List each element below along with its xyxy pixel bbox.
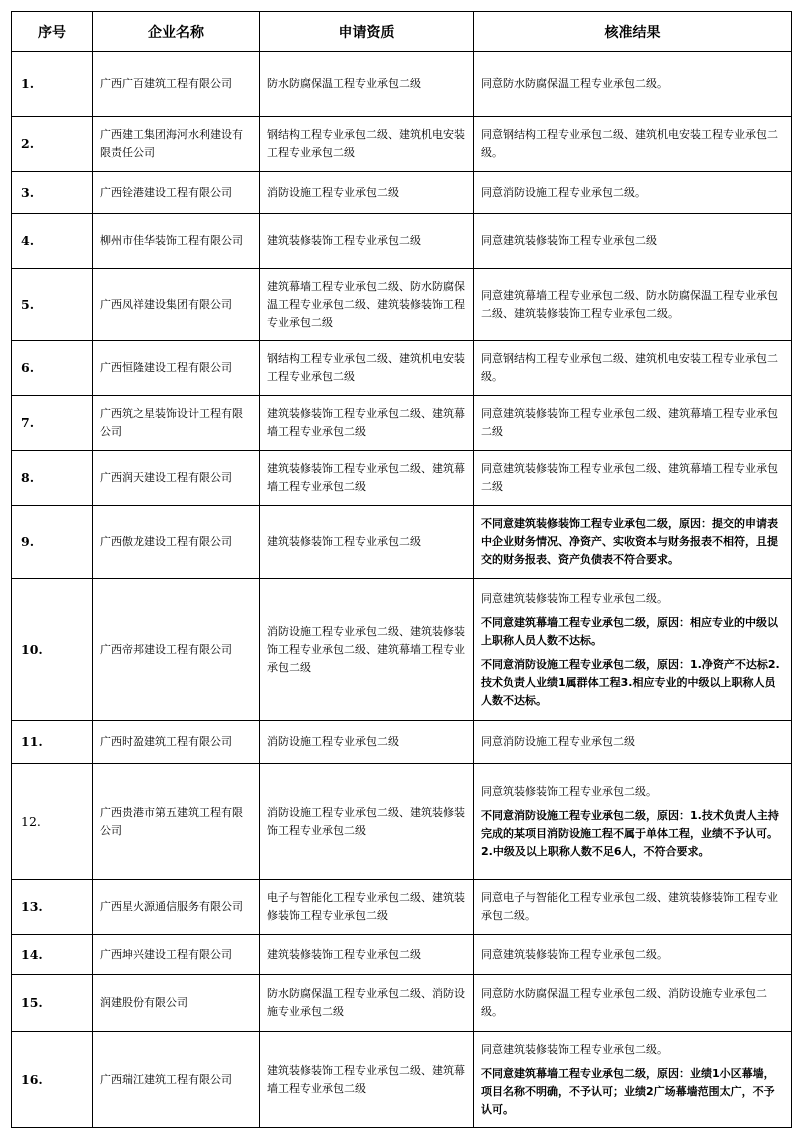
company-name: 广西铨港建设工程有限公司 <box>93 172 260 214</box>
approval-result <box>474 721 792 764</box>
table-row <box>12 1032 792 1128</box>
qualification-applied: 建筑装修装饰工程专业承包二级、建筑幕墙工程专业承包二级 <box>260 1032 474 1128</box>
table-row <box>12 172 792 214</box>
row-number: 1. <box>12 52 93 117</box>
table-row <box>12 764 792 880</box>
qualification-applied: 建筑装修装饰工程专业承包二级、建筑幕墙工程专业承包二级 <box>260 396 474 451</box>
company-name: 广西贵港市第五建筑工程有限公司 <box>93 764 260 880</box>
header-company-name: 企业名称 <box>93 12 260 52</box>
approval-result <box>474 506 792 579</box>
approval-paragraph: 同意建筑装修装饰工程专业承包二级、建筑幕墙工程专业承包二级 <box>481 407 778 438</box>
row-number: 5. <box>12 269 93 341</box>
approval-paragraph: 同意消防设施工程专业承包二级 <box>481 735 635 748</box>
approval-result <box>474 975 792 1032</box>
approval-result <box>474 880 792 935</box>
approval-paragraph: 同意筑装修装饰工程专业承包二级。 <box>481 784 657 798</box>
company-name: 广西润天建设工程有限公司 <box>93 451 260 506</box>
company-name: 广西瑞江建筑工程有限公司 <box>93 1032 260 1128</box>
approval-result <box>474 396 792 451</box>
approval-paragraph: 同意消防设施工程专业承包二级。 <box>481 185 646 199</box>
row-number: 6. <box>12 341 93 396</box>
approval-paragraph: 同意建筑装修装饰工程专业承包二级 <box>481 234 657 247</box>
table-row <box>12 52 792 117</box>
approval-result <box>474 579 792 721</box>
qualification-applied: 钢结构工程专业承包二级、建筑机电安装工程专业承包二级 <box>260 341 474 396</box>
approval-result <box>474 172 792 214</box>
rejection-paragraph: 不同意消防设施工程专业承包二级，原因：1.技术负责人主持完成的某项目消防设施工程不属于单体工程，业绩不予认可。2.中级及以上职称人数不足6人，不符合要求。 <box>481 808 779 858</box>
qualification-applied: 建筑装修装饰工程专业承包二级 <box>260 935 474 975</box>
qualification-applied: 钢结构工程专业承包二级、建筑机电安装工程专业承包二级 <box>260 117 474 172</box>
approval-result <box>474 117 792 172</box>
table-row <box>12 214 792 269</box>
company-name: 广西傲龙建设工程有限公司 <box>93 506 260 579</box>
qualification-applied: 消防设施工程专业承包二级 <box>260 172 474 214</box>
row-number: 14. <box>12 935 93 975</box>
table-row <box>12 721 792 764</box>
qualification-applied: 消防设施工程专业承包二级、建筑装修装饰工程专业承包二级 <box>260 764 474 880</box>
row-number: 16. <box>12 1032 93 1128</box>
company-name: 广西凤祥建设集团有限公司 <box>93 269 260 341</box>
company-name: 润建股份有限公司 <box>93 975 260 1032</box>
approval-paragraph: 同意建筑装修装饰工程专业承包二级。 <box>481 591 668 605</box>
company-name: 柳州市佳华装饰工程有限公司 <box>93 214 260 269</box>
approval-result <box>474 451 792 506</box>
header-row <box>12 12 792 52</box>
table-body <box>12 52 792 1128</box>
qualification-applied: 建筑幕墙工程专业承包二级、防水防腐保温工程专业承包二级、建筑装修装饰工程专业承包二级 <box>260 269 474 341</box>
approval-result <box>474 269 792 341</box>
approval-paragraph: 同意电子与智能化工程专业承包二级、建筑装修装饰工程专业承包二级。 <box>481 891 778 922</box>
company-name: 广西广百建筑工程有限公司 <box>93 52 260 117</box>
company-name: 广西恒隆建设工程有限公司 <box>93 341 260 396</box>
rejection-paragraph: 不同意建筑幕墙工程专业承包二级，原因：业绩1小区幕墙，项目名称不明确，不予认可；业绩2广场幕墙范围太广，不予认可。 <box>481 1066 775 1116</box>
company-name: 广西坤兴建设工程有限公司 <box>93 935 260 975</box>
table-row <box>12 506 792 579</box>
header-serial-number: 序号 <box>12 12 93 52</box>
company-name: 广西时盈建筑工程有限公司 <box>93 721 260 764</box>
qualification-applied: 电子与智能化工程专业承包二级、建筑装修装饰工程专业承包二级 <box>260 880 474 935</box>
row-number: 10. <box>12 579 93 721</box>
table-row <box>12 451 792 506</box>
row-number: 12. <box>12 764 93 880</box>
approval-result <box>474 1032 792 1128</box>
table-row <box>12 935 792 975</box>
approval-paragraph: 同意建筑装修装饰工程专业承包二级、建筑幕墙工程专业承包二级 <box>481 462 778 493</box>
qualification-applied: 建筑装修装饰工程专业承包二级、建筑幕墙工程专业承包二级 <box>260 451 474 506</box>
approval-result <box>474 52 792 117</box>
company-name: 广西帝邦建设工程有限公司 <box>93 579 260 721</box>
rejection-paragraph: 不同意建筑装修装饰工程专业承包二级，原因：提交的申请表中企业财务情况、净资产、实收资本与财务报表不相符，且提交的财务报表、资产负债表不符合要求。 <box>481 517 778 566</box>
approval-paragraph: 同意建筑装修装饰工程专业承包二级。 <box>481 947 668 961</box>
row-number: 4. <box>12 214 93 269</box>
approval-paragraph: 同意钢结构工程专业承包二级、建筑机电安装工程专业承包二级。 <box>481 128 778 159</box>
approval-result <box>474 341 792 396</box>
approval-paragraph: 同意防水防腐保温工程专业承包二级。 <box>481 77 668 90</box>
table-row <box>12 341 792 396</box>
approval-result <box>474 764 792 880</box>
approval-result <box>474 214 792 269</box>
qualification-applied: 消防设施工程专业承包二级、建筑装修装饰工程专业承包二级、建筑幕墙工程专业承包二级 <box>260 579 474 721</box>
qualification-applied: 防水防腐保温工程专业承包二级、消防设施专业承包二级 <box>260 975 474 1032</box>
table-row <box>12 269 792 341</box>
rejection-paragraph: 不同意消防设施工程专业承包二级，原因：1.净资产不达标2.技术负责人业绩1属群体工程3.相应专业的中级以上职称人员人数不达标。 <box>481 657 780 707</box>
row-number: 7. <box>12 396 93 451</box>
header-approval-result: 核准结果 <box>474 12 792 52</box>
row-number: 3. <box>12 172 93 214</box>
row-number: 11. <box>12 721 93 764</box>
row-number: 13. <box>12 880 93 935</box>
approval-result <box>474 935 792 975</box>
table-row <box>12 880 792 935</box>
qualification-applied: 建筑装修装饰工程专业承包二级 <box>260 506 474 579</box>
table-row <box>12 117 792 172</box>
approval-paragraph: 同意建筑装修装饰工程专业承包二级。 <box>481 1042 668 1056</box>
approval-paragraph: 同意防水防腐保温工程专业承包二级、消防设施专业承包二级。 <box>481 987 767 1018</box>
row-number: 2. <box>12 117 93 172</box>
company-name: 广西筑之星装饰设计工程有限公司 <box>93 396 260 451</box>
approval-paragraph: 同意钢结构工程专业承包二级、建筑机电安装工程专业承包二级。 <box>481 352 778 383</box>
rejection-paragraph: 不同意建筑幕墙工程专业承包二级，原因：相应专业的中级以上职称人员人数不达标。 <box>481 615 778 647</box>
header-qualification: 申请资质 <box>260 12 474 52</box>
approval-paragraph: 同意建筑幕墙工程专业承包二级、防水防腐保温工程专业承包二级、建筑装修装饰工程专业承包二级。 <box>481 288 778 320</box>
row-number: 9. <box>12 506 93 579</box>
row-number: 8. <box>12 451 93 506</box>
qualification-applied: 防水防腐保温工程专业承包二级 <box>260 52 474 117</box>
table-row <box>12 579 792 721</box>
table-row <box>12 975 792 1032</box>
company-name: 广西星火源通信服务有限公司 <box>93 880 260 935</box>
row-number: 15. <box>12 975 93 1032</box>
qualification-applied: 建筑装修装饰工程专业承包二级 <box>260 214 474 269</box>
qualification-applied: 消防设施工程专业承包二级 <box>260 721 474 764</box>
approval-table <box>11 11 792 1128</box>
table-row <box>12 396 792 451</box>
company-name: 广西建工集团海河水利建设有限责任公司 <box>93 117 260 172</box>
